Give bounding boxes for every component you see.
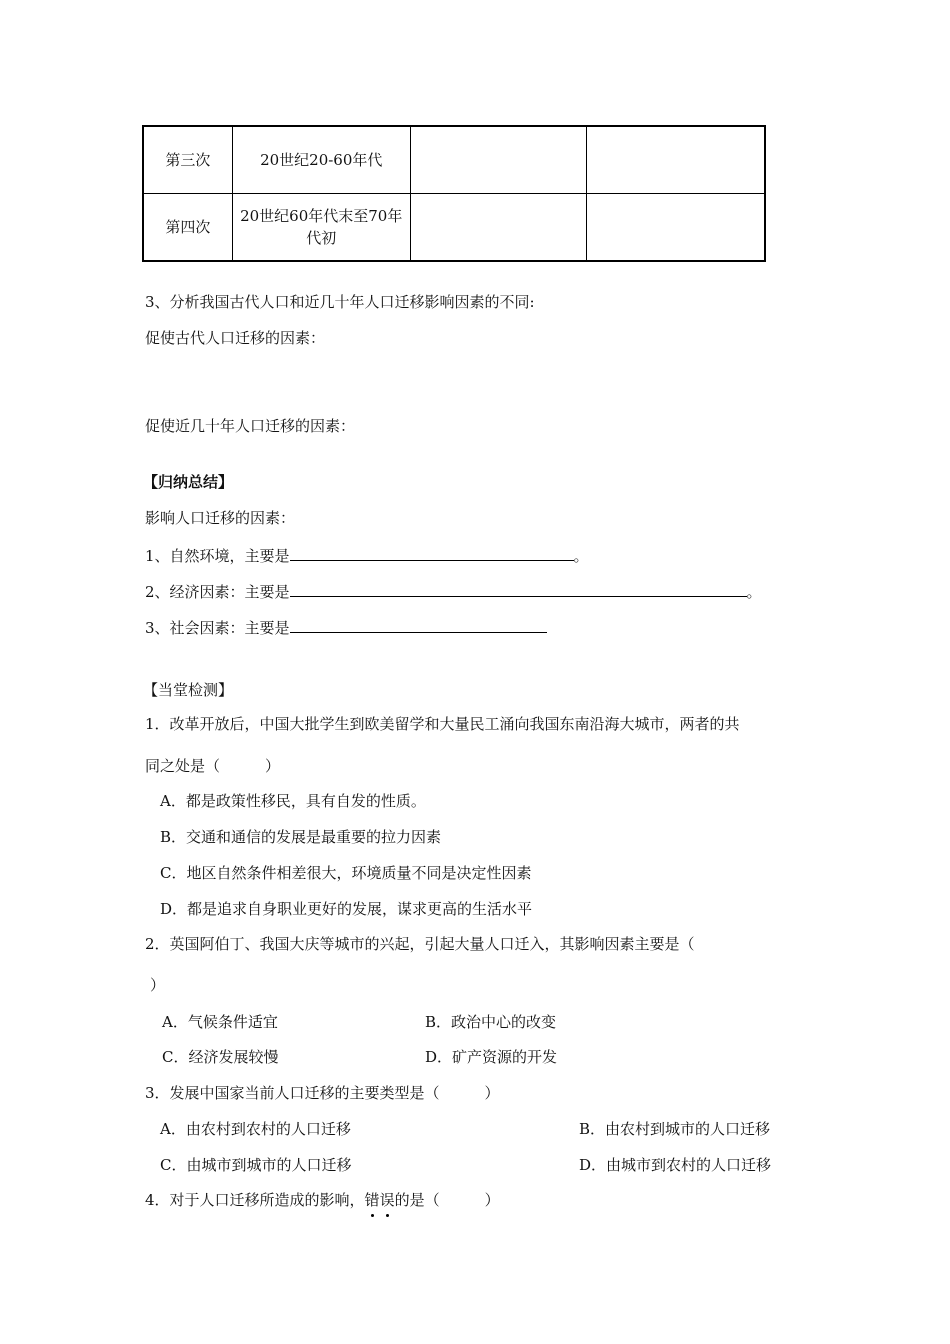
row-period: 20世纪20-60年代 [232, 126, 410, 193]
q3-text: 3．发展中国家当前人口迁移的主要类型是（ ） [145, 1084, 500, 1102]
row-cell-blank [410, 193, 586, 261]
q1-option-b: B．交通和通信的发展是最重要的拉力因素 [160, 828, 442, 846]
q4-text-pre: 4．对于人口迁移所造成的影响， [145, 1191, 365, 1209]
row-cell-blank [410, 126, 586, 193]
q2-option-b: B．政治中心的改变 [425, 1013, 557, 1031]
summary-item-1 [145, 544, 589, 566]
q4-emphasis: 误 [379, 1191, 395, 1209]
summary-item-1-end: 。 [573, 547, 589, 565]
q3-option-d: D．由城市到农村的人口迁移 [579, 1156, 772, 1174]
row-period: 20世纪60年代末至70年代初 [232, 193, 410, 261]
q1-line2: 同之处是（ ） [145, 757, 281, 775]
q3-option-a: A．由农村到农村的人口迁移 [160, 1120, 351, 1138]
answer-blank[interactable] [290, 544, 574, 561]
q4-emphasis: 错 [364, 1191, 380, 1209]
q2-option-c: C．经济发展较慢 [162, 1048, 279, 1066]
answer-blank[interactable] [290, 580, 747, 597]
q1-option-a: A．都是政策性移民，具有自发的性质。 [160, 792, 426, 810]
table-row [143, 126, 765, 193]
summary-intro: 影响人口迁移的因素： [145, 509, 296, 527]
q1-option-d: D．都是追求自身职业更好的发展，谋求更高的生活水平 [160, 900, 533, 918]
row-cell-blank [586, 126, 765, 193]
answer-blank[interactable] [290, 616, 547, 633]
row-label: 第四次 [143, 193, 232, 261]
summary-item-2 [145, 580, 762, 602]
section3-recent: 促使近几十年人口迁移的因素： [145, 417, 356, 435]
row-cell-blank [586, 193, 765, 261]
q2-line1: 2．英国阿伯丁、我国大庆等城市的兴起，引起大量人口迁入，其影响因素主要是（ [145, 935, 695, 953]
section3-title: 3、分析我国古代人口和近几十年人口迁移影响因素的不同: [145, 293, 535, 311]
summary-item-3-label: 3、社会因素：主要是 [145, 619, 290, 637]
q1-line1: 1．改革开放后，中国大批学生到欧美留学和大量民工涌向我国东南沿海大城市，两者的共 [145, 715, 740, 733]
summary-item-2-end: 。 [746, 583, 762, 601]
summary-item-3 [145, 616, 547, 638]
q4-text [145, 1190, 500, 1210]
q1-option-c: C．地区自然条件相差很大，环境质量不同是决定性因素 [160, 864, 532, 882]
q2-line2: ） [150, 976, 166, 994]
q2-option-a: A．气候条件适宜 [162, 1013, 278, 1031]
summary-item-1-label: 1、自然环境，主要是 [145, 547, 290, 565]
section3-ancient: 促使古代人口迁移的因素： [145, 329, 326, 347]
table-row [143, 193, 765, 261]
summary-item-2-label: 2、经济因素：主要是 [145, 583, 290, 601]
migration-table [142, 125, 766, 262]
q2-option-d: D．矿产资源的开发 [425, 1048, 558, 1066]
summary-heading: 【归纳总结】 [143, 473, 234, 491]
q3-option-b: B．由农村到城市的人口迁移 [579, 1120, 771, 1138]
q3-option-c: C．由城市到城市的人口迁移 [160, 1156, 352, 1174]
q4-text-post: 的是（ ） [394, 1191, 500, 1209]
test-heading: 【当堂检测】 [143, 681, 234, 699]
row-label: 第三次 [143, 126, 232, 193]
